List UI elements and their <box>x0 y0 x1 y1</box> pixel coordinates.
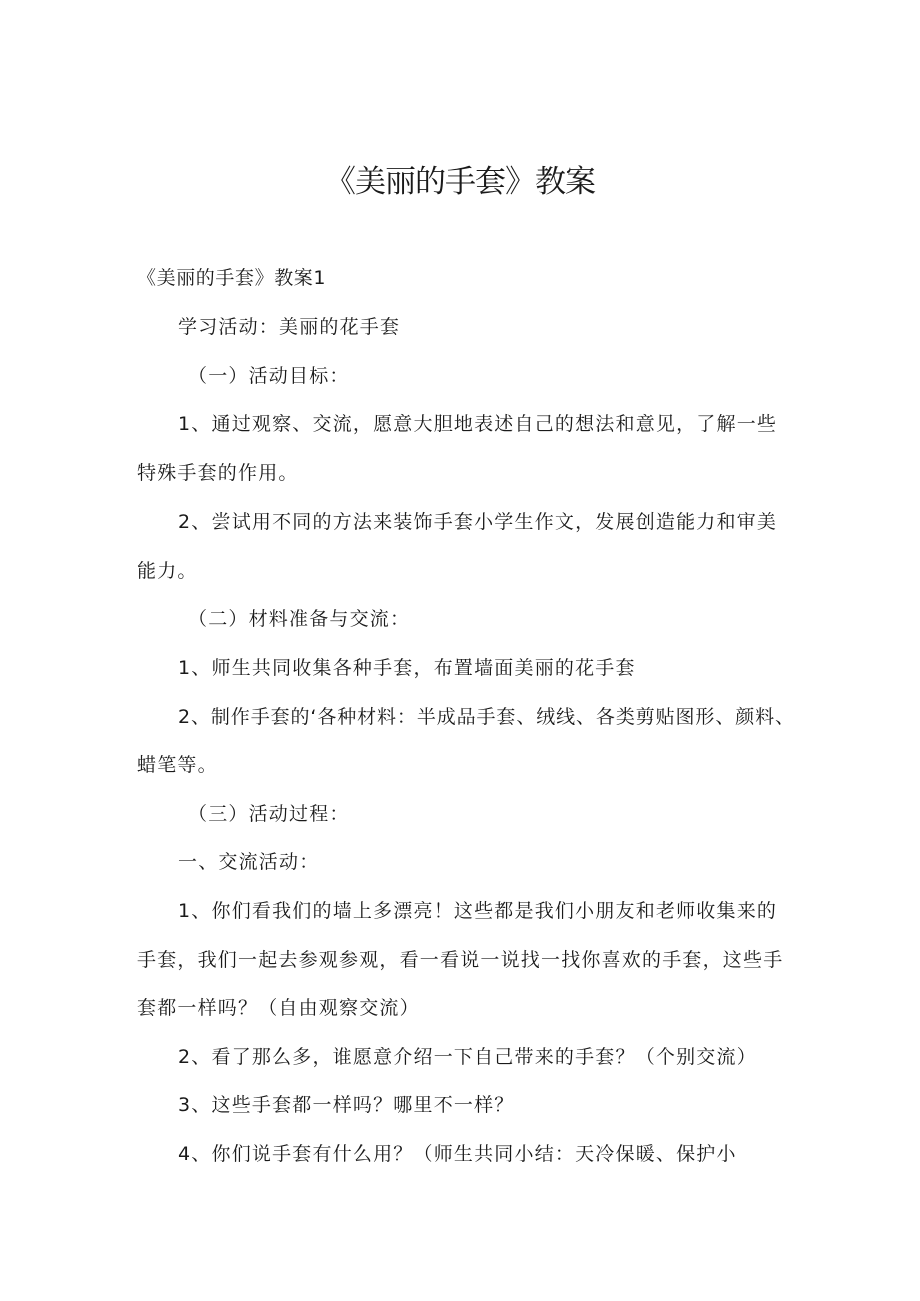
material-2-line-2: 蜡笔等。 <box>137 754 218 776</box>
question-4: 4、你们说手套有什么用？（师生共同小结：天冷保暖、保护小 <box>178 1143 737 1165</box>
material-2-line-1: 2、制作手套的‘各种材料：半成品手套、绒线、各类剪贴图形、颜料、 <box>178 706 795 728</box>
document-title: 《美丽的手套》教案 <box>325 164 595 200</box>
question-1-line-1: 1、你们看我们的墙上多漂亮！这些都是我们小朋友和老师收集来的 <box>178 900 778 922</box>
section-heading: 《美丽的手套》教案1 <box>137 267 327 289</box>
subsection-goals: （一）活动目标： <box>188 365 350 387</box>
question-1-line-2: 手套，我们一起去参观参观，看一看说一说找一找你喜欢的手套，这些手 <box>137 949 784 971</box>
question-2: 2、看了那么多，谁愿意介绍一下自己带来的手套？（个别交流） <box>178 1046 757 1068</box>
subsection-materials: （二）材料准备与交流： <box>188 608 411 630</box>
subsection-process: （三）活动过程： <box>188 803 350 825</box>
goal-2-line-2: 能力。 <box>137 560 198 582</box>
goal-2-line-1: 2、尝试用不同的方法来装饰手套小学生作文，发展创造能力和审美 <box>178 511 778 533</box>
question-1-line-3: 套都一样吗？（自由观察交流） <box>137 997 420 1019</box>
question-3: 3、这些手套都一样吗？哪里不一样？ <box>178 1094 515 1116</box>
activity-title: 学习活动：美丽的花手套 <box>178 316 401 338</box>
step-exchange: 一、交流活动： <box>178 851 320 873</box>
material-1: 1、师生共同收集各种手套，布置墙面美丽的花手套 <box>178 657 636 679</box>
goal-1-line-1: 1、通过观察、交流，愿意大胆地表述自己的想法和意见，了解一些 <box>178 413 778 435</box>
goal-1-line-2: 特殊手套的作用。 <box>137 462 299 484</box>
